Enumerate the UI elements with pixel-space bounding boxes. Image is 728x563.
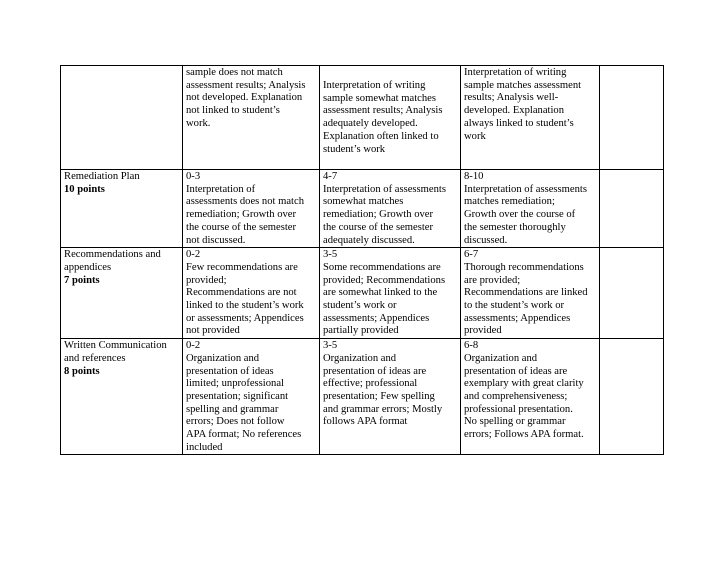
level-description-line: results; Analysis well- — [464, 92, 559, 104]
rubric-row — [61, 248, 664, 339]
level-cell — [183, 248, 320, 339]
level-description-line: included — [186, 441, 223, 453]
level-description-line: sample does not match — [186, 67, 283, 78]
level-description-line: professional presentation. — [464, 403, 573, 415]
level-description-line: not provided — [186, 325, 240, 337]
level-description-line: presentation of ideas are — [464, 365, 568, 377]
level-description-line: assessment results; Analysis — [323, 105, 443, 117]
level-cell — [183, 66, 320, 170]
level-description-line: Interpretation of assessments — [323, 183, 446, 195]
rubric-row — [61, 66, 664, 170]
score-cell — [600, 66, 664, 170]
level-description-line: presentation; significant — [186, 390, 289, 402]
score-range: 6-8 — [464, 340, 479, 352]
level-description-line: APA format; No references — [186, 429, 302, 441]
criterion-label: Recommendations and — [64, 249, 161, 261]
level-description-line: remediation; Growth over — [186, 209, 297, 221]
level-description-line: Few recommendations are — [186, 261, 298, 273]
level-description-line: errors; Follows APA format. — [464, 429, 584, 441]
level-description-line: exemplary with great clarity — [464, 378, 584, 390]
score-range: 3-5 — [323, 249, 338, 261]
level-description-line: partially provided — [323, 325, 399, 337]
score-cell — [600, 248, 664, 339]
score-range: 0-3 — [186, 171, 201, 182]
level-description-line: presentation of ideas are — [323, 365, 427, 377]
criterion-cell — [61, 248, 183, 339]
criterion-label: Written Communication — [64, 340, 167, 352]
level-description-line: sample somewhat matches — [323, 92, 436, 104]
rubric-table — [60, 65, 664, 455]
level-description-line: Organization and — [323, 352, 397, 364]
level-description-line: student’s work or — [323, 300, 397, 312]
score-range: 0-2 — [186, 340, 201, 352]
level-cell — [461, 66, 600, 170]
level-description-line: linked to the student’s work — [186, 300, 304, 312]
criterion-label: and references — [64, 352, 126, 364]
level-description-line: Interpretation of writing — [464, 67, 567, 78]
level-description-line: discussed. — [464, 234, 508, 246]
level-description-line: assessments; Appendices — [323, 312, 430, 324]
level-description-line: not developed. Explanation — [186, 92, 303, 104]
level-description-line: provided; — [186, 274, 227, 286]
level-description-line: to the student’s work or — [464, 300, 565, 312]
level-description-line: and grammar errors; Mostly — [323, 403, 443, 415]
level-description-line: Thorough recommendations — [464, 261, 584, 273]
level-description-line: developed. Explanation — [464, 105, 565, 117]
level-cell — [320, 248, 461, 339]
level-description-line: Recommendations are not — [186, 287, 297, 299]
level-description-line: somewhat matches — [323, 196, 404, 208]
level-description-line: effective; professional — [323, 378, 418, 390]
level-description-line: presentation of ideas — [186, 365, 274, 377]
level-description-line: assessment results; Analysis — [186, 79, 306, 91]
level-description-line: Some recommendations are — [323, 261, 441, 273]
level-description-line: Interpretation of assessments — [464, 183, 587, 195]
rubric-row — [61, 339, 664, 455]
score-range: 8-10 — [464, 171, 484, 182]
level-cell — [461, 248, 600, 339]
level-description-line: are provided; — [464, 274, 521, 286]
level-description-line: not discussed. — [186, 234, 246, 246]
level-description-line: assessments; Appendices — [464, 312, 571, 324]
score-range: 3-5 — [323, 340, 338, 352]
level-description-line: Growth over the course of — [464, 209, 576, 221]
level-description-line: presentation; Few spelling — [323, 390, 435, 402]
level-description-line: work. — [186, 117, 211, 129]
level-description-line: Organization and — [186, 352, 260, 364]
score-cell — [600, 339, 664, 455]
level-cell — [461, 339, 600, 455]
score-range: 4-7 — [323, 171, 338, 182]
score-range: 6-7 — [464, 249, 479, 261]
level-description-line: Recommendations are linked — [464, 287, 588, 299]
level-cell — [183, 170, 320, 248]
level-description-line: Organization and — [464, 352, 538, 364]
level-description-line: the semester thoroughly — [464, 221, 566, 233]
level-cell — [320, 66, 461, 170]
level-description-line: limited; unprofessional — [186, 378, 284, 390]
score-cell — [600, 170, 664, 248]
score-range: 0-2 — [186, 249, 201, 261]
criterion-cell — [61, 339, 183, 455]
level-description-line: are somewhat linked to the — [323, 287, 438, 299]
level-description-line: remediation; Growth over — [323, 209, 434, 221]
rubric-body — [61, 66, 664, 455]
level-cell — [320, 339, 461, 455]
level-description-line: adequately developed. — [323, 118, 418, 130]
level-description-line: always linked to student’s — [464, 117, 574, 129]
criterion-label: Remediation Plan — [64, 171, 140, 182]
criterion-cell — [61, 170, 183, 248]
level-description-line: follows APA format — [323, 416, 408, 428]
level-description-line: provided — [464, 325, 502, 337]
criterion-cell — [61, 66, 183, 170]
level-description-line: Interpretation of — [186, 183, 256, 195]
level-description-line: and comprehensiveness; — [464, 390, 568, 402]
level-description-line: student’s work — [323, 143, 386, 155]
level-description-line: spelling and grammar — [186, 403, 279, 415]
level-description-line: Interpretation of writing — [323, 80, 426, 91]
level-description-line: work — [464, 130, 486, 142]
level-description-line: sample matches assessment — [464, 79, 582, 91]
criterion-points: 8 points — [64, 365, 100, 377]
level-description-line: provided; Recommendations — [323, 274, 446, 286]
criterion-label: appendices — [64, 261, 112, 273]
level-cell — [461, 170, 600, 248]
level-description-line: matches remediation; — [464, 196, 555, 208]
level-description-line: the course of the semester — [323, 221, 434, 233]
level-description-line: errors; Does not follow — [186, 416, 285, 428]
level-description-line: adequately discussed. — [323, 234, 415, 246]
rubric-row — [61, 170, 664, 248]
level-description-line: not linked to student’s — [186, 105, 280, 117]
criterion-points: 7 points — [64, 274, 100, 286]
level-description-line: the course of the semester — [186, 221, 297, 233]
level-description-line: or assessments; Appendices — [186, 312, 304, 324]
level-description-line: assessments does not match — [186, 196, 304, 208]
level-cell — [320, 170, 461, 248]
level-cell — [183, 339, 320, 455]
level-description-line: Explanation often linked to — [323, 130, 439, 142]
criterion-points: 10 points — [64, 183, 105, 195]
level-description-line: No spelling or grammar — [464, 416, 566, 428]
